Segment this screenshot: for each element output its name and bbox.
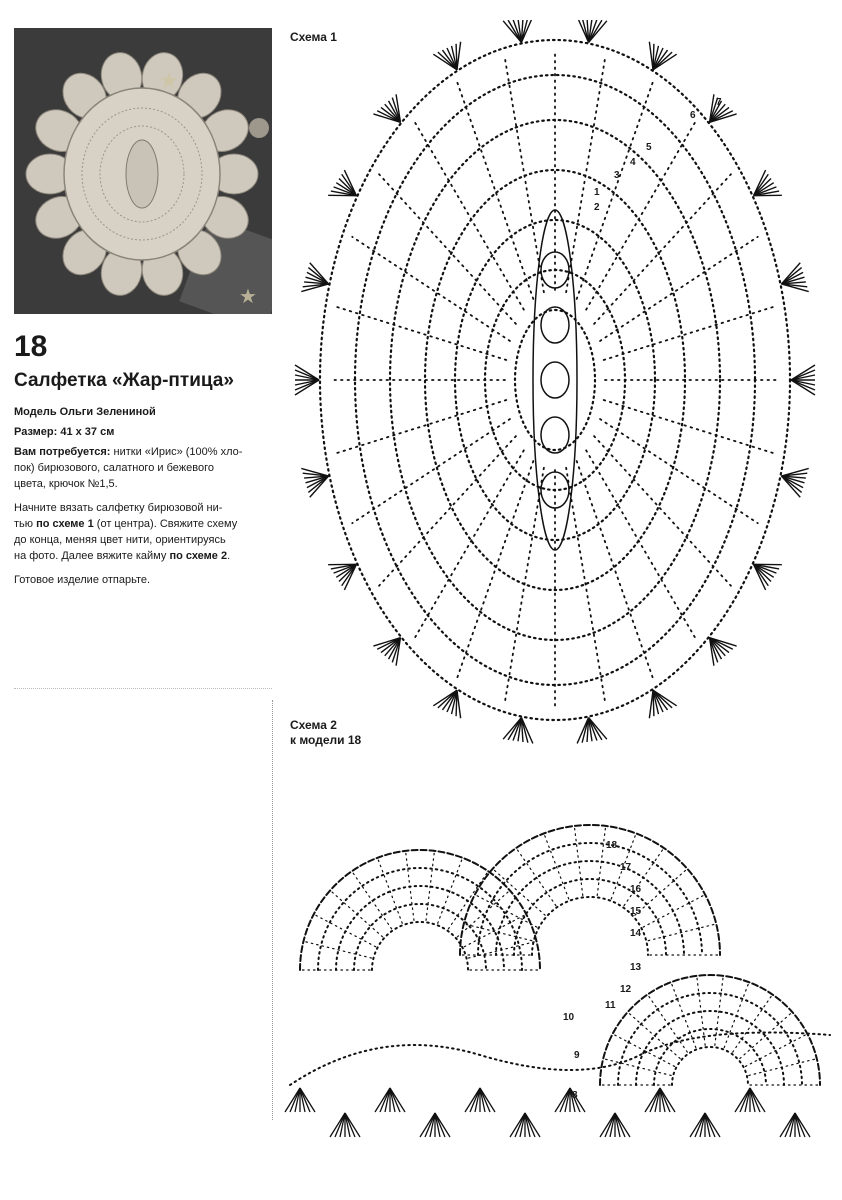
scheme1-spoke xyxy=(415,122,524,310)
model-title: Салфетка «Жар-птица» xyxy=(14,370,234,391)
scheme2-spoke xyxy=(377,858,402,923)
scheme1-spoke xyxy=(594,436,731,586)
scheme1-fan xyxy=(574,715,607,743)
scheme1-spoke xyxy=(352,419,510,523)
scheme2-fan xyxy=(510,1113,540,1137)
scheme1-center-chain xyxy=(533,210,577,550)
scheme1-spoke xyxy=(505,58,544,292)
scheme2-stitch xyxy=(290,1088,300,1112)
scheme2-row-number: 13 xyxy=(630,962,642,973)
scheme2-fan xyxy=(600,1113,630,1137)
divider xyxy=(272,700,274,1120)
scheme1-stitch xyxy=(653,48,672,74)
finish-note: Готовое изделие отпарьте. xyxy=(14,574,151,586)
scheme2-drawing xyxy=(280,755,840,1195)
scheme2-row-number: 9 xyxy=(574,1050,580,1061)
scheme1-spoke xyxy=(566,58,605,292)
scheme2-stitch xyxy=(695,1113,705,1137)
scheme1-spoke xyxy=(457,83,533,299)
scheme1-fan xyxy=(639,684,676,718)
scheme1-row-number: 4 xyxy=(630,157,636,168)
scheme1-center-loop xyxy=(541,417,569,453)
scheme2-arc-row xyxy=(636,1011,784,1085)
scheme1-spoke xyxy=(379,174,516,324)
scheme1-row-number: 7 xyxy=(716,97,722,108)
scheme2-fan xyxy=(285,1088,315,1112)
scheme1-spoke xyxy=(600,419,758,523)
scheme2-stitch xyxy=(515,1113,525,1137)
scheme1-spoke xyxy=(336,307,507,360)
scheme1-fan xyxy=(698,628,736,666)
scheme2-stitch xyxy=(470,1088,480,1112)
scheme2-stitch xyxy=(605,1113,615,1137)
scheme1-row-number: 1 xyxy=(594,187,600,198)
scheme1-ring xyxy=(515,310,595,450)
scheme2-fan xyxy=(330,1113,360,1137)
scheme2-spoke xyxy=(648,924,716,941)
scheme2-arc-row xyxy=(600,975,820,1085)
materials-line: нитки «Ирис» (100% хло- xyxy=(113,446,243,458)
scheme2-row-number: 10 xyxy=(563,1012,575,1023)
scheme2-stitch xyxy=(335,1113,345,1137)
scheme1-spoke xyxy=(586,122,695,310)
scheme1-spoke xyxy=(336,400,507,453)
scheme1-stitch xyxy=(295,380,319,390)
scheme1-spoke xyxy=(577,461,653,677)
scheme1-stitch xyxy=(438,48,457,74)
scheme1-spoke xyxy=(457,461,533,677)
scheme2-spoke xyxy=(740,1012,792,1058)
scheme1-fan xyxy=(373,628,411,666)
scheme2-fan xyxy=(375,1088,405,1112)
scheme2-row-number: 18 xyxy=(606,840,618,851)
scheme1-diagram xyxy=(280,20,840,765)
scheme1-row-number: 3 xyxy=(614,170,620,181)
scheme2-stitch xyxy=(740,1088,750,1112)
model-description xyxy=(14,330,276,588)
svg-text:★: ★ xyxy=(239,284,257,308)
scheme1-stitch xyxy=(438,686,457,712)
scheme2-arc-row xyxy=(372,922,468,970)
scheme2-fan xyxy=(780,1113,810,1137)
scheme2-row-number: 17 xyxy=(620,862,632,873)
scheme2-row-number: 8 xyxy=(572,1090,578,1101)
scheme1-fan xyxy=(301,462,332,498)
scheme1-fan xyxy=(433,42,470,76)
scheme1-fan xyxy=(574,20,607,45)
scheme1-spoke xyxy=(566,468,605,702)
scheme1-fan xyxy=(503,715,536,743)
scheme2-stitch xyxy=(560,1088,570,1112)
scheme2-spoke xyxy=(724,982,749,1047)
scheme1-fan xyxy=(433,684,470,718)
instructions: Начните вязать салфетку бирюзовой ни- тью по схеме 1 (от центра). Свяжите схему до конца, меняя цвет нити, ориентируясь на фото. Далее вяжите кайму по схеме 2. xyxy=(14,502,238,562)
scheme2-spoke xyxy=(406,851,414,920)
scheme2-arc-row xyxy=(336,886,504,970)
scheme2-fan xyxy=(420,1113,450,1137)
scheme2-row-number: 11 xyxy=(605,1000,616,1011)
scheme2-border-row xyxy=(290,1033,830,1086)
scheme2-arc-row xyxy=(618,993,802,1085)
scheme1-spoke xyxy=(352,237,510,341)
scheme1-spoke xyxy=(604,400,775,453)
scheme2-spoke xyxy=(544,833,569,898)
scheme1-spoke xyxy=(505,468,544,702)
scheme2-stitch xyxy=(425,1113,435,1137)
scheme2-label: Схема 2 к модели 18 xyxy=(290,718,362,747)
model-author: Модель Ольги Зелениной xyxy=(14,406,156,418)
scheme2-spoke xyxy=(635,869,687,915)
scheme2-stitch xyxy=(785,1113,795,1137)
scheme1-spoke xyxy=(577,83,653,299)
materials-label: Вам потребуется: xyxy=(14,446,111,458)
scheme2-spoke xyxy=(516,848,556,906)
scheme2-spoke xyxy=(457,890,509,936)
scheme1-drawing xyxy=(280,20,840,760)
scheme2-stitch xyxy=(650,1088,660,1112)
scheme1-spoke xyxy=(600,237,758,341)
scheme2-arc-row xyxy=(672,1047,748,1085)
doily-photo xyxy=(14,28,272,314)
scheme2-fan xyxy=(465,1088,495,1112)
scheme1-fan xyxy=(328,552,364,590)
scheme2-fan xyxy=(645,1088,675,1112)
divider xyxy=(14,688,272,689)
scheme1-fan xyxy=(791,365,815,395)
scheme2-spoke xyxy=(438,858,463,923)
model-size: Размер: 41 х 37 см xyxy=(14,426,115,438)
svg-text:★: ★ xyxy=(159,69,179,94)
scheme2-fan xyxy=(555,1088,585,1112)
scheme1-fan xyxy=(745,170,781,208)
scheme1-row-number: 6 xyxy=(690,110,696,121)
scheme1-center-loop xyxy=(541,307,569,343)
scheme1-spoke xyxy=(604,307,775,360)
scheme1-stitch xyxy=(653,686,672,712)
scheme1-fan xyxy=(745,552,781,590)
doily-photo-image xyxy=(14,28,272,314)
materials-line: пок) бирюзового, салатного и бежевого xyxy=(14,462,214,474)
materials xyxy=(14,444,276,492)
scheme2-row-number: 16 xyxy=(630,884,642,895)
scheme2-row-number: 12 xyxy=(620,984,632,995)
scheme2-stitch xyxy=(380,1088,390,1112)
scheme2-spoke xyxy=(303,941,371,958)
scheme1-fan xyxy=(373,94,411,132)
scheme1-row-number: 5 xyxy=(646,142,652,153)
scheme2-arc-row xyxy=(496,861,684,955)
scheme2-arc-row xyxy=(478,843,702,955)
scheme2-spoke xyxy=(330,890,382,936)
scheme1-center-loop xyxy=(541,362,569,398)
scheme2-arc-row xyxy=(654,1029,766,1085)
scheme2-diagram xyxy=(280,755,840,1200)
scheme2-spoke xyxy=(314,914,376,947)
scheme1-spoke xyxy=(594,174,731,324)
scheme1-fan xyxy=(295,365,319,395)
scheme1-fan xyxy=(328,170,364,208)
scheme1-spoke xyxy=(586,450,695,638)
scheme1-label: Схема 1 xyxy=(290,30,337,44)
scheme2-fan xyxy=(735,1088,765,1112)
scheme2-spoke xyxy=(628,1012,680,1058)
model-number: 18 xyxy=(14,330,48,363)
scheme2-fan xyxy=(690,1113,720,1137)
materials-line: цвета, крючок №1,5. xyxy=(14,478,118,490)
scheme2-row-number: 15 xyxy=(630,906,642,917)
scheme1-ring xyxy=(485,270,625,490)
scheme1-fan xyxy=(639,42,676,76)
scheme1-row-number: 2 xyxy=(594,202,600,213)
scheme1-spoke xyxy=(379,436,516,586)
scheme2-row-number: 14 xyxy=(630,928,642,939)
scheme1-stitch xyxy=(791,370,815,380)
scheme1-spoke xyxy=(415,450,524,638)
